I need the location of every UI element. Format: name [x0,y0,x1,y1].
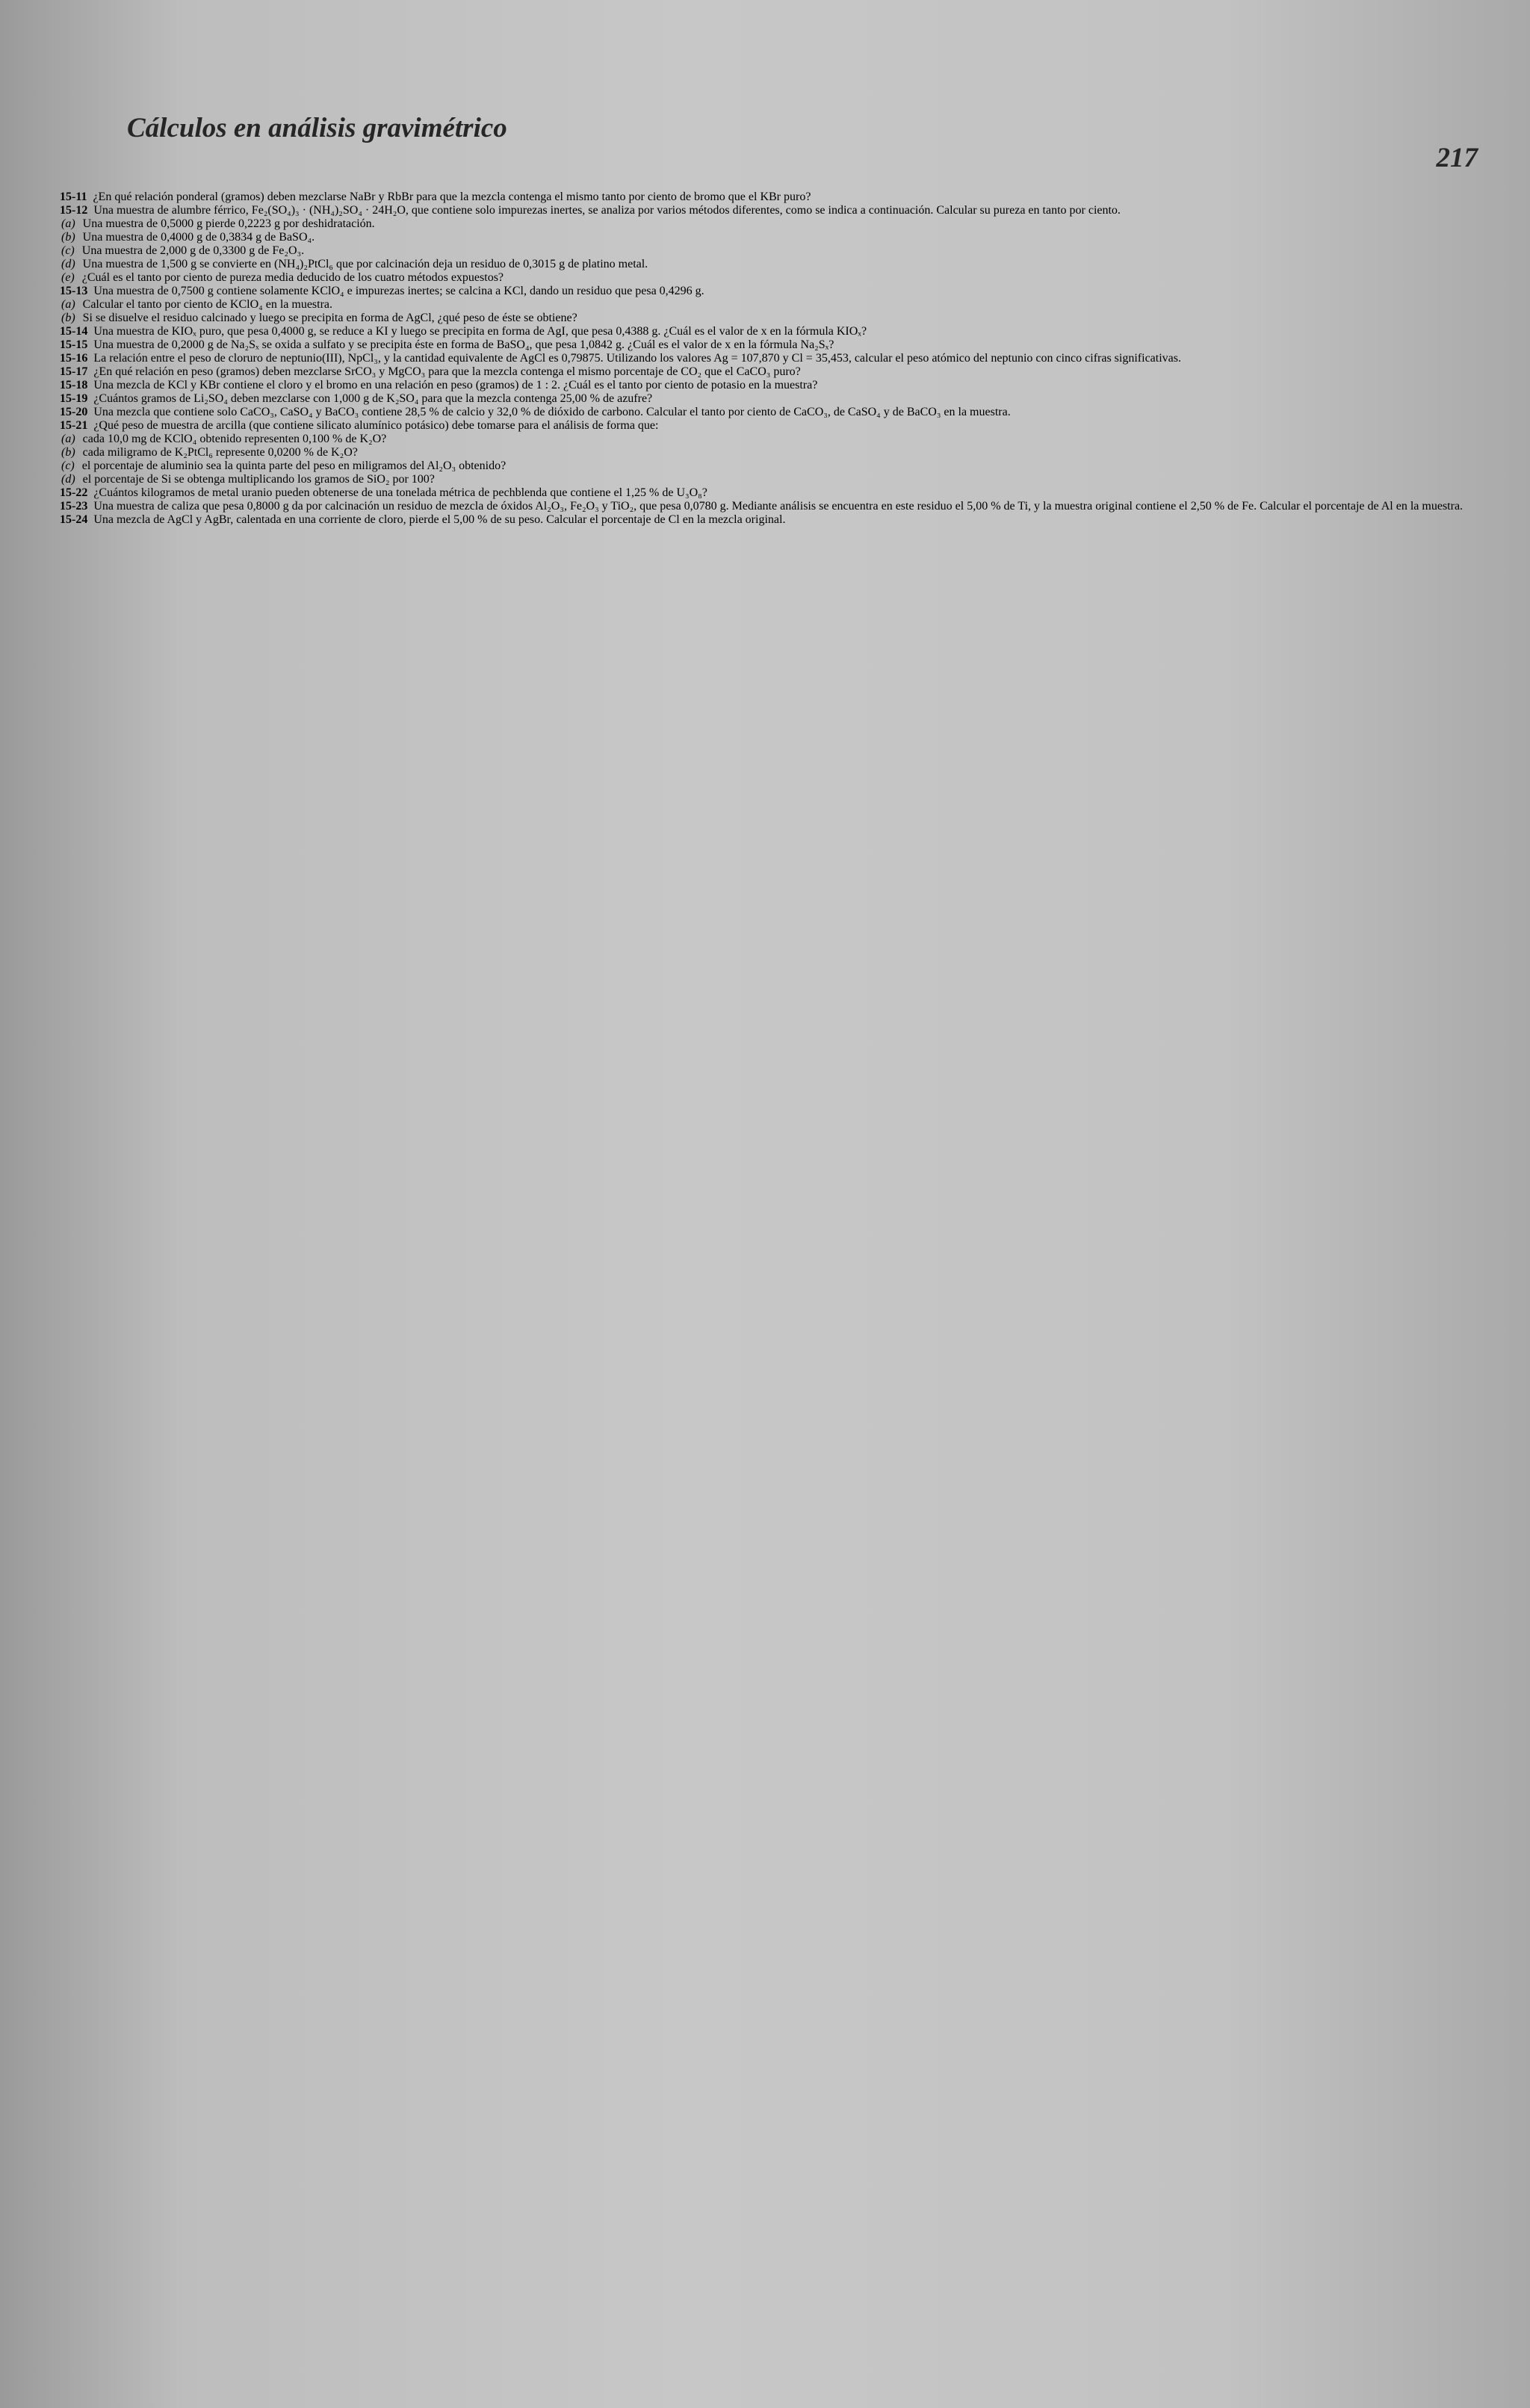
problem-text: Una mezcla que contiene solo CaCO₃, CaSO₄ y BaCO₃ contiene 28,5 % de calcio y 32,0 % de dióxido de carbono. Calcular el tanto por ciento de CaCO₃, de CaSO₄ y de BaCO₃ en la muestra. [93,406,1011,418]
part-text: el porcentaje de aluminio sea la quinta parte del peso en miligramos del Al₂O₃ obtenido? [81,459,507,472]
problem-15-18 [30,379,1493,392]
problem-text: Una muestra de caliza que pesa 0,8000 g da por calcinación un residuo de mezcla de óxidos Al₂O₃, Fe₂O₃ y TiO₂, que pesa 0,0780 g. Mediante análisis se encuentra en este residuo el 5,00 % de Ti, y la muestra original contiene el 2,50 % de Fe. Calcular el porcentaje de Al en la muestra. [93,500,1464,513]
problem-text: ¿Qué peso de muestra de arcilla (que contiene silicato alumínico potásico) debe tomarse para el análisis de forma que: [93,419,659,432]
part-text: Una muestra de 0,5000 g pierde 0,2223 g por deshidratación. [82,217,375,230]
problem-text: Una mezcla de AgCl y AgBr, calentada en una corriente de cloro, pierde el 5,00 % de su peso. Calcular el porcentaje de Cl en la mezcla original. [93,513,786,526]
part-label: (e) [61,271,75,284]
problem-15-15 [30,338,1493,352]
problem-15-13 [30,285,1493,298]
problem-15-21 [30,419,1493,433]
part-label: (c) [61,459,75,472]
part-text: ¿Cuál es el tanto por ciento de pureza media deducido de los cuatro métodos expuestos? [81,271,504,284]
part-text: cada miligramo de K₂PtCl₆ represente 0,0200 % de K₂O? [82,446,358,459]
problem-number: 15-15 [60,338,88,351]
problem-text: ¿En qué relación en peso (gramos) deben mezclarse SrCO₃ y MgCO₃ para que la mezcla contenga el mismo porcentaje de CO₂ que el CaCO₃ puro? [93,365,801,378]
problem-number: 15-13 [60,285,88,297]
problem-15-17 [30,365,1493,379]
part-text: Calcular el tanto por ciento de KClO₄ en la muestra. [82,298,333,311]
part-label: (b) [61,231,75,244]
part-text: el porcentaje de Si se obtenga multiplicando los gramos de SiO₂ por 100? [82,473,435,486]
problem-number: 15-19 [60,392,88,405]
problem-text: La relación entre el peso de cloruro de neptunio(III), NpCl₃, y la cantidad equivalente de AgCl es 0,79875. Utilizando los valores Ag = 107,870 y Cl = 35,453, calcular el peso atómico del neptunio con cinco cifras significativas. [93,352,1181,365]
problem-part [30,312,1493,325]
running-title: Cálculos en análisis gravimétrico [127,113,507,143]
problem-text: Una muestra de 0,2000 g de Na₂Sₓ se oxida a sulfato y se precipita éste en forma de BaSO₄, que pesa 1,0842 g. ¿Cuál es el valor de x en la fórmula Na₂Sₓ? [93,338,834,351]
problem-15-11 [30,191,1493,204]
problem-part [30,459,1493,473]
problem-text: Una muestra de 0,7500 g contiene solamente KClO₄ e impurezas inertes; se calcina a KCl, dando un residuo que pesa 0,4296 g. [93,285,704,297]
problem-number: 15-14 [60,325,88,338]
part-label: (b) [61,312,75,324]
problem-part [30,298,1493,312]
problem-part [30,244,1493,258]
part-text: Si se disuelve el residuo calcinado y luego se precipita en forma de AgCl, ¿qué peso de éste se obtiene? [82,312,577,324]
problem-part [30,258,1493,271]
problem-15-19 [30,392,1493,406]
problem-part [30,473,1493,486]
part-label: (a) [61,298,75,311]
problem-number: 15-16 [60,352,88,365]
part-label: (d) [61,473,75,486]
part-text: cada 10,0 mg de KClO₄ obtenido representen 0,100 % de K₂O? [82,433,387,445]
problem-text: Una muestra de alumbre férrico, Fe₂(SO₄)₃ · (NH₄)₂SO₄ · 24H₂O, que contiene solo impurezas inertes, se analiza por varios métodos diferentes, como se indica a continuación. Calcular su pureza en tanto por ciento. [93,204,1121,217]
problem-part [30,271,1493,285]
problem-part [30,433,1493,446]
problem-number: 15-23 [60,500,88,513]
problem-number: 15-18 [60,379,88,391]
page-number: 217 [1436,143,1478,173]
problem-number: 15-11 [60,191,87,203]
problem-part [30,231,1493,244]
problem-number: 15-21 [60,419,88,432]
problem-number: 15-12 [60,204,88,217]
problem-number: 15-22 [60,486,88,499]
problem-15-20 [30,406,1493,419]
problem-text: Una muestra de KIOₓ puro, que pesa 0,4000 g, se reduce a KI y luego se precipita en forma de AgI, que pesa 0,4388 g. ¿Cuál es el valor de x en la fórmula KIOₓ? [93,325,867,338]
part-label: (a) [61,433,75,445]
part-text: Una muestra de 1,500 g se convierte en (NH₄)₂PtCl₆ que por calcinación deja un residuo de 0,3015 g de platino metal. [82,258,648,270]
problem-15-22 [30,486,1493,500]
problem-text: ¿En qué relación ponderal (gramos) deben mezclarse NaBr y RbBr para que la mezcla contenga el mismo tanto por ciento de bromo que el KBr puro? [93,191,811,203]
problem-number: 15-20 [60,406,88,418]
problem-number: 15-24 [60,513,88,526]
problem-text: ¿Cuántos kilogramos de metal uranio pueden obtenerse de una tonelada métrica de pechblenda que contiene el 1,25 % de U₃O₈? [93,486,707,499]
problem-part [30,217,1493,231]
part-label: (a) [61,217,75,230]
problem-15-12 [30,204,1493,217]
problem-15-16 [30,352,1493,365]
problem-text: ¿Cuántos gramos de Li₂SO₄ deben mezclarse con 1,000 g de K₂SO₄ para que la mezcla contenga 25,00 % de azufre? [93,392,653,405]
part-label: (c) [61,244,75,257]
problem-part [30,446,1493,459]
problem-number: 15-17 [60,365,88,378]
problem-15-23 [30,500,1493,513]
part-text: Una muestra de 2,000 g de 0,3300 g de Fe₂O₃. [81,244,305,257]
problem-text: Una mezcla de KCl y KBr contiene el cloro y el bromo en una relación en peso (gramos) de 1 : 2. ¿Cuál es el tanto por ciento de potasio en la muestra? [93,379,818,391]
problem-list [30,191,1493,527]
page-header [127,112,1478,173]
part-label: (d) [61,258,75,270]
part-text: Una muestra de 0,4000 g de 0,3834 g de BaSO₄. [82,231,315,244]
problem-15-14 [30,325,1493,338]
problem-15-24 [30,513,1493,527]
part-label: (b) [61,446,75,459]
